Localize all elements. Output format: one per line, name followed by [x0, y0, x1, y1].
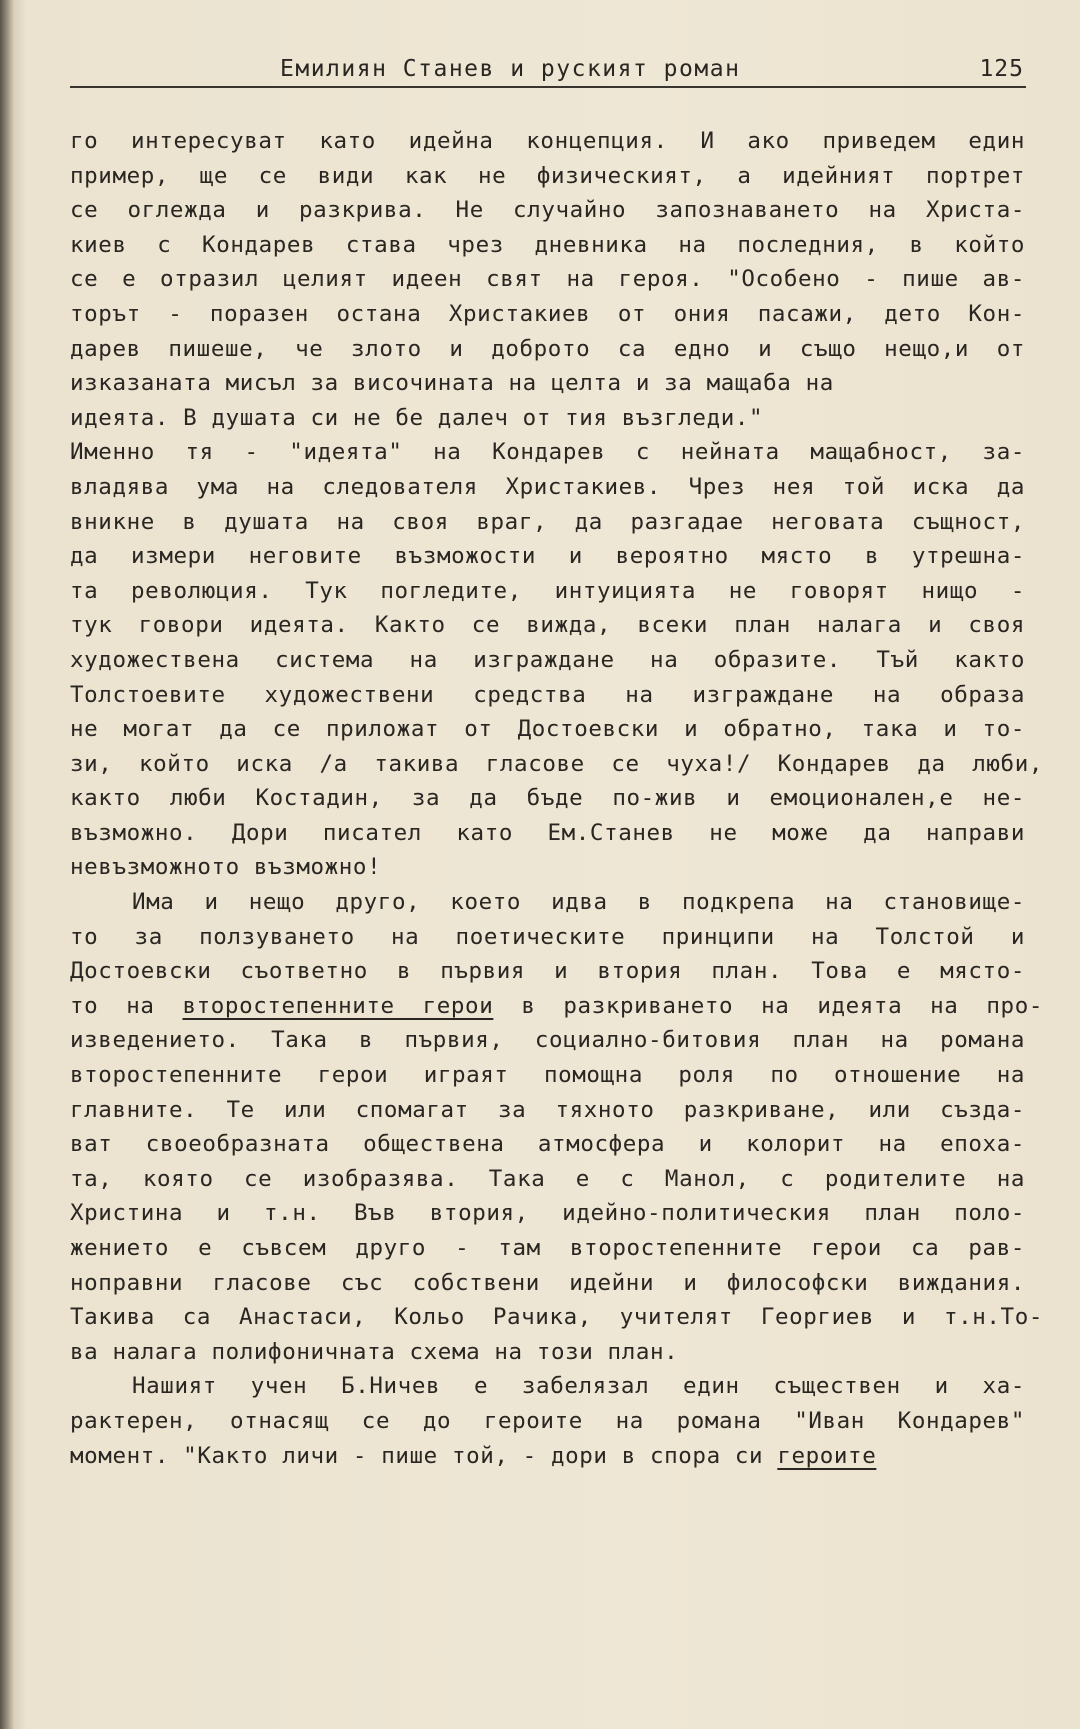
text-line: художествена система на изграждане на образите. Тъй както — [70, 646, 1025, 673]
body-text — [70, 124, 1045, 1473]
text-line: изказаната мисъл за височината на целта и за мащаба на — [70, 370, 834, 397]
text-line: Такива са Анастаси, Кольо Рачика, учителят Георгиев и т.н.То- — [70, 1304, 1043, 1331]
text-line: владява ума на следователя Христакиев. Чрез нея той иска да — [70, 473, 1025, 500]
text-line: както люби Костадин, за да бъде по-жив и емоционален,е не- — [70, 785, 1025, 812]
header-rule — [70, 86, 1026, 88]
text-line: главните. Те или спомагат за тяхното разкриване, или създа- — [70, 1096, 1025, 1123]
text-line: та, която се изобразява. Така е с Манол, с родителите на — [70, 1165, 1025, 1192]
text-line: изведението. Така в първия, социално-битовия план на романа — [70, 1027, 1025, 1054]
text-fragment: то на — [70, 992, 155, 1019]
text-line: тук говори идеята. Както се вижда, всеки план налага и своя — [70, 612, 1025, 639]
text-line: Именно тя - "идеята" на Кондарев с нейната мащабност, за- — [70, 439, 1025, 466]
text-line: Достоевски съответно в първия и втория план. Това е място- — [70, 958, 1025, 985]
text-line-with-underline — [70, 1439, 1025, 1474]
text-line: вникне в душата на своя враг, да разгадае неговата същност, — [70, 508, 1025, 535]
underlined-phrase: второстепенните герои — [182, 992, 494, 1019]
text-fragment: момент. "Както личи - пише той, - дори в спора си — [70, 1442, 764, 1469]
text-line: Толстоевите художествени средства на изграждане на образа — [70, 681, 1025, 708]
text-line: възможно. Дори писател като Ем.Станев не може да направи — [70, 819, 1025, 846]
text-line: ва налага полифоничната схема на този план. — [70, 1338, 679, 1365]
text-line: пример, ще се види как не физическият, а идейният портрет — [70, 162, 1025, 189]
text-line: невъзможното възможно! — [70, 854, 382, 881]
text-line: рактерен, отнасящ се до героите на романа "Иван Кондарев" — [70, 1407, 1025, 1434]
text-line: та революция. Тук погледите, интуицията не говорят нищо - — [70, 577, 1025, 604]
underlined-phrase: героите — [777, 1442, 877, 1469]
text-line: торът - поразен остана Христакиев от ония пасажи, дето Кон- — [70, 300, 1025, 327]
text-line: Има и нещо друго, което идва в подкрепа на становище- — [132, 889, 1025, 916]
text-line: не могат да се приложат от Достоевски и обратно, така и то- — [70, 716, 1025, 743]
running-header — [70, 52, 1026, 86]
text-line: идеята. В душата си не бе далеч от тия възгледи." — [70, 404, 764, 431]
text-fragment: в разкриването на идеята на про- — [521, 992, 1043, 1019]
text-line: ноправни гласове със собствени идейни и философски виждания. — [70, 1269, 1025, 1296]
page-number: 125 — [979, 56, 1024, 82]
text-line: киев с Кондарев става чрез дневника на последния, в който — [70, 231, 1025, 258]
text-line: Христина и т.н. Във втория, идейно-политическия план поло- — [70, 1200, 1025, 1227]
text-line: то за ползуването на поетическите принципи на Толстой и — [70, 923, 1025, 950]
text-line: се оглежда и разкрива. Не случайно запознаването на Христа- — [70, 197, 1025, 224]
text-line: Нашият учен Б.Ничев е забелязал един съществен и ха- — [132, 1373, 1025, 1400]
text-line: ват своеобразната обществена атмосфера и колорит на епоха- — [70, 1131, 1025, 1158]
running-title: Емилиян Станев и руският роман — [280, 56, 741, 82]
text-line-with-underline — [70, 989, 1043, 1024]
text-line: зи, който иска /а такива гласове се чуха!/ Кондарев да люби, — [70, 750, 1043, 777]
text-line: второстепенните герои играят помощна роля по отношение на — [70, 1062, 1025, 1089]
text-line: го интересуват като идейна концепция. И ако приведем един — [70, 128, 1025, 154]
text-line: жението е съвсем друго - там второстепенните герои са рав- — [70, 1235, 1025, 1261]
text-line: дарев пишеше, че злото и доброто са едно и също нещо,и от — [70, 335, 1025, 362]
text-line: се е отразил целият идеен свят на героя. "Особено - пише ав- — [70, 266, 1025, 293]
text-line: да измери неговите възможости и вероятно място в утрешна- — [70, 543, 1025, 570]
